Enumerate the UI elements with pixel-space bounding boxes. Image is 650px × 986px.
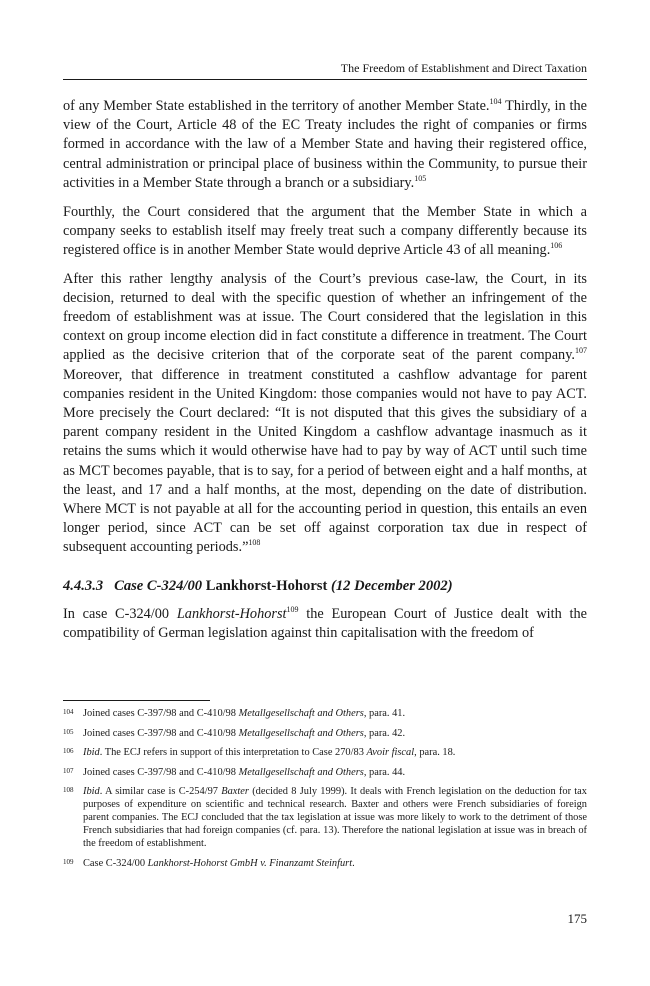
- body-paragraph: of any Member State established in the territory of another Member State.$^{104}$ Thirdly, in the view of the Court, Article 48 of the EC Treaty includes the right of companies or firms formed in accordance with the law of a Member State and having their registered office, central administration or principal place of business within the Community, to pursue their activities in a Member State through a branch or a subsidiary.$^{105}$: [63, 97, 587, 191]
- footnote-number: 106: [63, 747, 74, 755]
- footnote-ref[interactable]: 104: [489, 97, 502, 106]
- footnote: 107 Joined cases C-397/98 and C-410/98 Metallgesellschaft and Others, para. 44.: [63, 766, 406, 778]
- footnote-number: 109: [63, 857, 74, 866]
- section-number: 4.4.3.3: [63, 577, 104, 594]
- footnote-rule: [63, 700, 210, 701]
- footnote-ref[interactable]: 105: [414, 173, 427, 183]
- body-text: [63, 97, 587, 653]
- footnote-ref[interactable]: 109: [286, 604, 299, 614]
- footnote: 106 Ibid. The ECJ refers in support of this interpretation to Case 270/83 Avoir fiscal, para. 18.: [63, 747, 456, 758]
- footnote-number: 107: [63, 766, 74, 775]
- body-paragraph: After this rather lengthy analysis of the Court’s previous case-law, the Court, in its decision, returned to deal with the specific question of whether an infringement of the freedom of establishment was at issue. The Court considered that the legislation in this context on group income election did in fact constitute a difference in treatment. The Court applied as the decisive criterion that of the corporate seat of the parent company.$^{107}$ Moreover, that difference in treatment constituted a cashflow advantage for parent companies resident in the United Kingdom: those companies would not have to pay ACT. More precisely the Court declared: “It is not disputed that this gives the subsidiary of a parent company resident in the United Kingdom a cashflow advantage inasmuch as it retains the sums which it would otherwise have had to pay by way of ACT until such time as MCT becomes payable, that is to say, for a period of between eight and a half months, at the least, and 17 and a half months, at the most, depending on the date of distribution. Where MCT is not payable at all for the accounting period in question, this entails an even longer period, since ACT can be set off against corporation tax due in respect of subsequent accounting periods.”$^{108}$: [63, 270, 587, 556]
- section-case-name: Lankhorst-Hohorst: [205, 577, 328, 594]
- header-rule: [63, 79, 587, 80]
- footnotes: [63, 707, 587, 876]
- footnote-ref[interactable]: 106: [550, 240, 563, 250]
- footnote: 104 Joined cases C-397/98 and C-410/98 Metallgesellschaft and Others, para. 41.: [63, 708, 406, 719]
- running-head: The Freedom of Establishment and Direct Taxation: [340, 61, 587, 75]
- footnote: 105 Joined cases C-397/98 and C-410/98 Metallgesellschaft and Others, para. 42.: [63, 727, 406, 739]
- footnote-ref[interactable]: 107: [575, 346, 587, 356]
- footnote-number: 108: [63, 786, 74, 794]
- page-number: 175: [567, 911, 587, 926]
- section-heading: [63, 577, 587, 596]
- footnote: 108 Ibid. A similar case is C-254/97 Baxter (decided 8 July 1999). It deals with French legislation on the deduction for tax purposes of expenditure on scientific and technical research. Baxter and others were French subsidiaries of foreign parent companies. The ECJ concluded that the tax legislation at issue was more likely to work to the detriment of those French subsidiaries that had foreign companies (cf. para. 13). Therefore the national legislation at issue was in breach of the freedom of establishment.: [63, 786, 587, 849]
- footnote-number: 104: [63, 708, 74, 716]
- footnote-number: 105: [63, 727, 74, 736]
- section-case: Case C-324/00: [114, 577, 203, 594]
- footnote-ref[interactable]: 108: [248, 538, 261, 548]
- body-paragraph: Fourthly, the Court considered that the argument that the Member State in which a company seeks to establish itself may freely treat such a company differently because its registered office is in another Member State would deprive Article 43 of all meaning.$^{106}$: [63, 203, 587, 258]
- book-page: [63, 0, 587, 986]
- footnote: 109 Case C-324/00 Lankhorst-Hohorst GmbH v. Finanzamt Steinfurt.: [63, 857, 355, 869]
- section-date: (12 December 2002): [331, 577, 453, 594]
- body-paragraph: In case C-324/00 Lankhorst-Hohorst$^{109}$ the European Court of Justice dealt with the compatibility of German legislation against thin capitalisation with the freedom of: [63, 604, 587, 641]
